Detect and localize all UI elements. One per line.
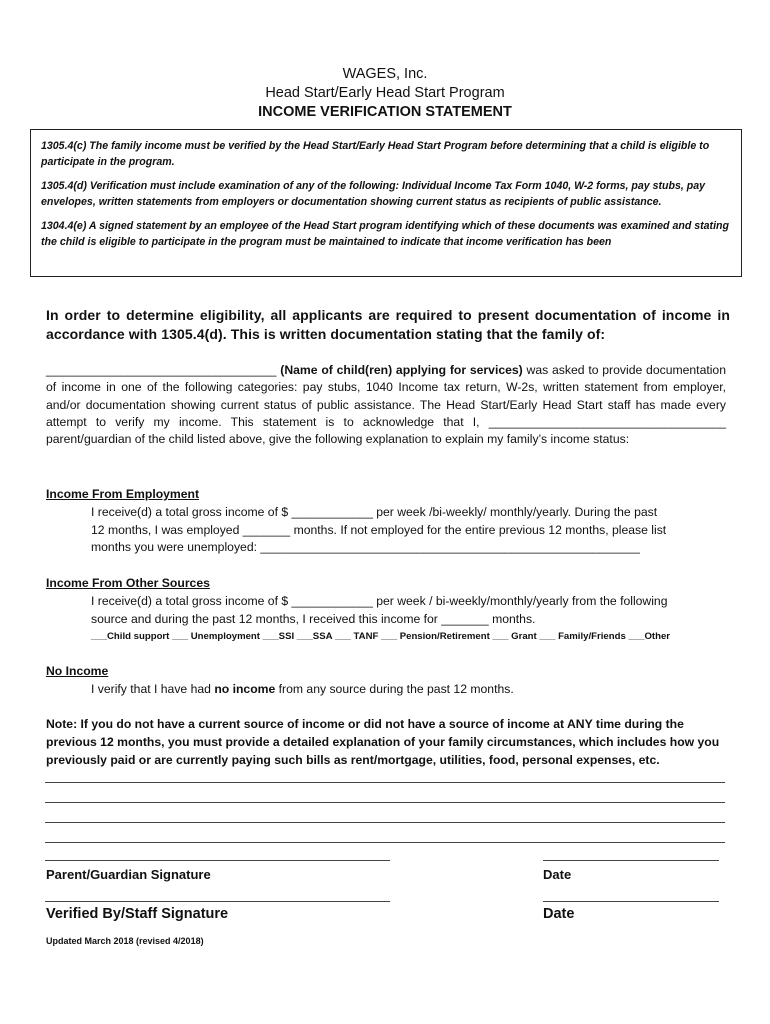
parent-date-line[interactable]	[543, 860, 719, 861]
program-name: Head Start/Early Head Start Program	[265, 85, 505, 101]
statement-text-2: parent/guardian of the child listed above, give the following explanation to explain my family’s income status:	[46, 432, 630, 447]
parent-signature-line[interactable]	[45, 860, 390, 861]
regulations-box	[30, 129, 742, 277]
employment-line-3[interactable]: months you were unemployed: ________________________________________________________	[91, 540, 640, 554]
no-income-text-pre: I verify that I have had	[91, 682, 215, 696]
note-text: Note: If you do not have a current source of income or did not have a source of income at ANY time during the previous 12 months, you must provide a detailed explanation of your family circumstances, which includes how you previously paid or are currently paying such bills as rent/mortgage, utilities, food, personal expenses, etc.	[46, 717, 720, 767]
employment-heading: Income From Employment	[46, 487, 200, 501]
parent-name-blank[interactable]: ___________________________________	[488, 414, 726, 429]
other-income-heading: Income From Other Sources	[46, 576, 210, 590]
footer-updated: Updated March 2018 (revised 4/2018)	[46, 936, 204, 946]
no-income-text	[91, 681, 727, 699]
regulation-1305-4c: 1305.4(c) The family income must be verified by the Head Start/Early Head Start Program before determining that a child is eligible to participate in the program.	[41, 140, 710, 168]
staff-date-label: Date	[543, 906, 575, 922]
staff-signature-label: Verified By/Staff Signature	[46, 906, 229, 922]
parent-signature-label: Parent/Guardian Signature	[46, 867, 211, 882]
statement-paragraph	[46, 362, 726, 448]
staff-signature-line[interactable]	[45, 901, 390, 902]
no-income-bold: no income	[214, 682, 276, 696]
no-income-heading: No Income	[46, 664, 109, 678]
no-income-text-post: from any source during the past 12 months.	[275, 682, 514, 696]
employment-section	[91, 504, 727, 557]
child-name-label: (Name of child(ren) applying for services)	[280, 363, 523, 377]
other-income-section	[91, 593, 727, 628]
child-name-blank[interactable]: __________________________________	[46, 363, 277, 377]
explanation-line-2[interactable]	[45, 802, 725, 803]
explanation-line-1[interactable]	[45, 782, 725, 783]
form-title: INCOME VERIFICATION STATEMENT	[258, 104, 512, 120]
statement-text-1: was asked to provide documentation of income in one of the following categories: pay stubs, 1040 Income tax return, W-2s, written statement from employer, and/or documentation showing current status of public assistance. The Head Start/Early Head Start staff has made every attempt to verify my income. This statement is to acknowledge that I,	[46, 363, 726, 429]
org-name: WAGES, Inc.	[342, 66, 428, 82]
employment-line-1[interactable]: I receive(d) a total gross income of $ ____________ per week /bi-weekly/ monthly/yearly. During the past	[91, 505, 658, 519]
other-income-line-2[interactable]: source and during the past 12 months, I received this income for _______ months.	[91, 611, 536, 626]
employment-line-2[interactable]: 12 months, I was employed _______ months. If not employed for the entire previous 12 months, please list	[91, 522, 667, 537]
staff-date-line[interactable]	[543, 901, 719, 902]
regulation-1305-4d: 1305.4(d) Verification must include examination of any of the following: Individual Income Tax Form 1040, W-2 forms, pay stubs, pay envelopes, written statements from employers or documentation showing current status as recipients of public assistance.	[41, 180, 706, 208]
parent-date-label: Date	[543, 867, 572, 882]
explanation-line-4[interactable]	[45, 842, 725, 843]
income-source-options[interactable]: ___Child support ___ Unemployment ___SSI ___SSA ___ TANF ___ Pension/Retirement ___ Grant ___ Family/Friends ___Other	[91, 631, 671, 642]
explanation-line-3[interactable]	[45, 822, 725, 823]
regulation-1304-4e: 1304.4(e) A signed statement by an employee of the Head Start program identifying which of these documents was examined and stating the child is eligible to participate in the program must be maintained to indicate that income verification has been	[41, 220, 729, 248]
intro-text: In order to determine eligibility, all applicants are required to present documentation of income in accordance with 1305.4(d). This is written documentation stating that the family of:	[46, 307, 730, 342]
other-income-line-1[interactable]: I receive(d) a total gross income of $ ____________ per week / bi-weekly/monthly/yearly from the following	[91, 594, 668, 608]
